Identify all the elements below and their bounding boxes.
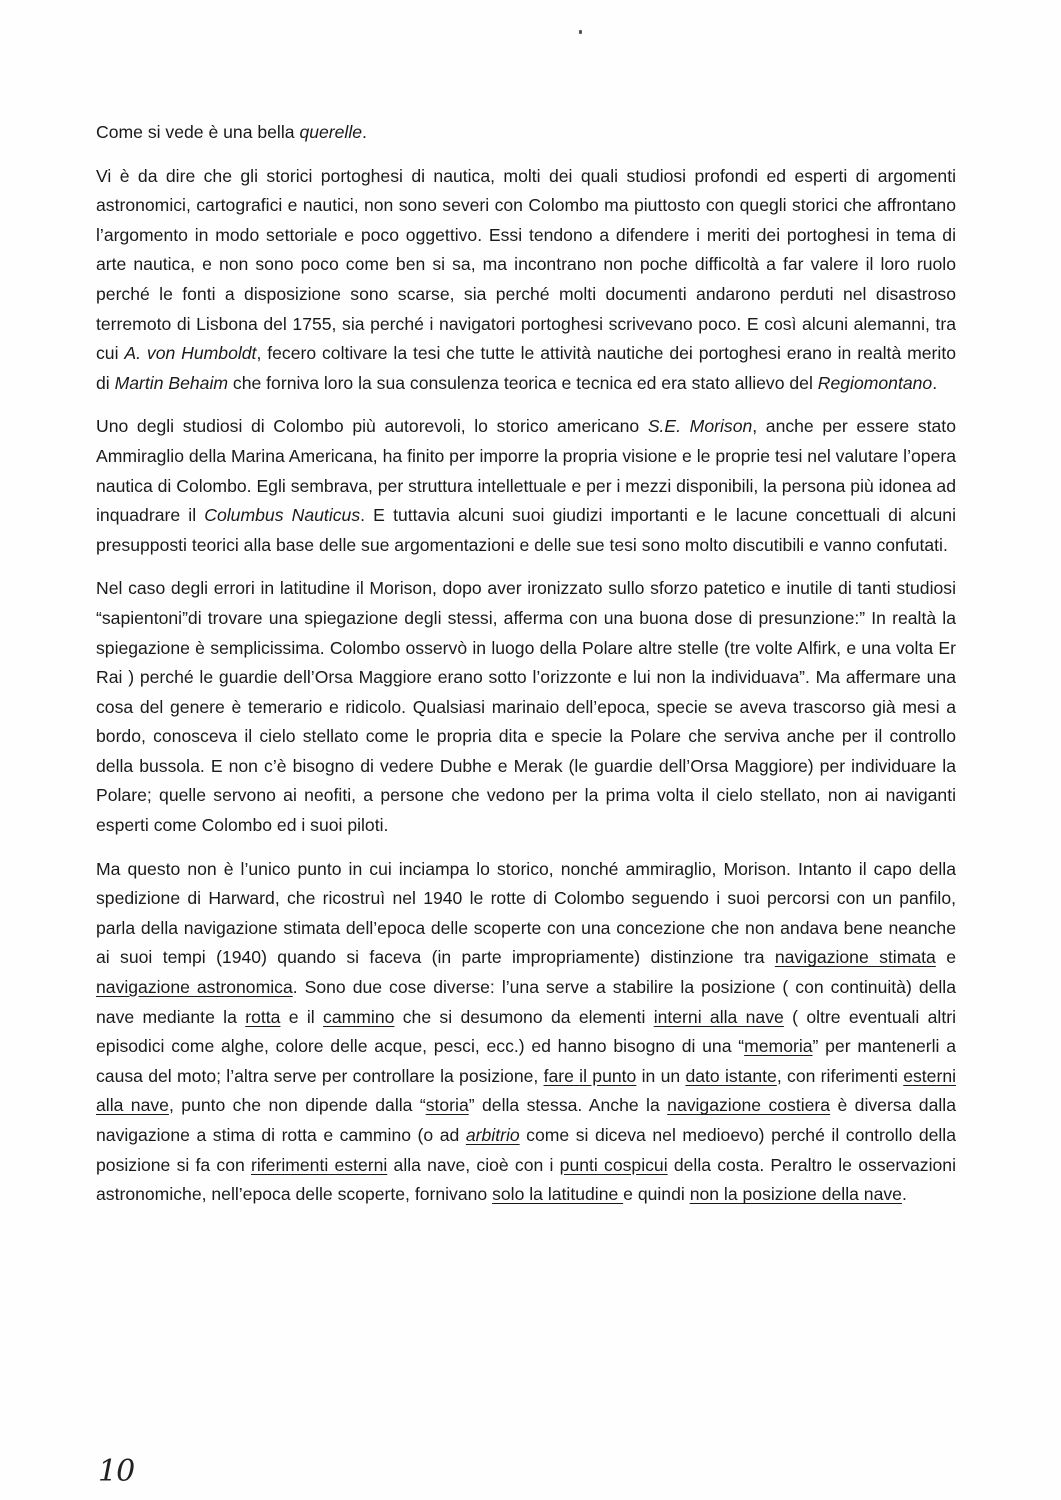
underlined-term: solo la latitudine: [492, 1184, 624, 1205]
underlined-term: arbitrio: [465, 1125, 520, 1145]
underlined-term: memoria: [744, 1036, 813, 1057]
underlined-term: fare il punto: [543, 1065, 637, 1086]
underlined-term: storia: [425, 1095, 469, 1116]
scan-speck: [579, 30, 582, 34]
underlined-term: esterni alla nave: [96, 1065, 957, 1116]
page-number: 10: [98, 1454, 135, 1489]
emphasis: querelle: [299, 122, 363, 142]
underlined-term: riferimenti esterni: [251, 1154, 388, 1175]
paragraph-4: Nel caso degli errori in latitudine il Morison, dopo aver ironizzato sullo sforzo patetico e inutile di tanti studiosi “sapientoni”di trovare una spiegazione degli stessi, afferma con una buona dose di presunzione:” In realtà la spiegazione è semplicissima. Colombo osservò in luogo della Polare altre stelle (tre volte Alfirk, e una volta Er Rai ) perché le guardie dell’Orsa Maggiore erano sotto l’orizzonte e lui non la individuava”. Ma affermare una cosa del genere è temerario e ridicolo. Qualsiasi marinaio dell’epoca, specie se aveva trascorso già mesi a bordo, conosceva il cielo stellato come le propria dita e specie la Polare che serviva anche per il controllo della bussola. E non c’è bisogno di vedere Dubhe e Merak (le guardie dell’Orsa Maggiore) per individuare la Polare; quelle servono ai neofiti, a persone che vedono per la prima volta il cielo stellato, non ai naviganti esperti come Colombo ed i suoi piloti.: [96, 578, 956, 836]
paragraph-3: Uno degli studiosi di Colombo più autorevoli, lo storico americano S.E. Morison, anche per essere stato Ammiraglio della Marina Americana, ha finito per imporre la propria visione e le proprie tesi nel valutare l’opera nautica di Colombo. Egli sembrava, per struttura intellettuale e per i mezzi disponibili, la persona più idonea ad inquadrare il Columbus Nauticus. E tuttavia alcuni suoi giudizi importanti e le lacune concettuali di alcuni presupposti teorici alla base delle sue argomentazioni e delle sue tesi sono molto discutibili e vanno confutati.: [96, 416, 956, 555]
emphasis: Regiomontano: [817, 372, 933, 393]
underlined-term: navigazione astronomica: [96, 977, 293, 998]
underlined-term: non la posizione della nave: [689, 1184, 902, 1205]
body-text: [96, 118, 956, 1224]
paragraph-2: Vi è da dire che gli storici portoghesi di nautica, molti dei quali studiosi profondi ed esperti di argomenti astronomici, cartografici e nautici, non sono severi con Colombo ma piuttosto con quegli storici che affrontano l’argomento in modo settoriale e poco oggettivo. Essi tendono a difendere i meriti dei portoghesi in tema di arte nautica, e non sono poco come ben si sa, ma incontrano non poche difficoltà a far valere il loro ruolo perché le fonti a disposizione sono scarse, sia perché molti documenti andarono perduti nel disastroso terremoto di Lisbona del 1755, sia perché i navigatori portoghesi scrivevano poco. E così alcuni alemanni, tra cui A. von Humboldt, fecero coltivare la tesi che tutte le attività nautiche dei portoghesi erano in realtà merito di Martin Behaim che forniva loro la sua consulenza teorica e tecnica ed era stato allievo del Regiomontano.: [96, 165, 956, 393]
underlined-term: rotta: [245, 1006, 281, 1027]
underlined-term: navigazione stimata: [774, 947, 936, 968]
underlined-term: cammino: [323, 1006, 395, 1027]
emphasis: Martin Behaim: [114, 372, 229, 393]
emphasis: Columbus Nauticus: [204, 505, 361, 526]
emphasis: A. von Humboldt: [124, 343, 257, 364]
underlined-term: punti cospicui: [559, 1154, 668, 1175]
underlined-term: dato istante: [685, 1065, 777, 1086]
underlined-term: navigazione costiera: [667, 1095, 831, 1116]
paragraph-5: Ma questo non è l’unico punto in cui inciampa lo storico, nonché ammiraglio, Morison. Intanto il capo della spedizione di Harward, che ricostruì nel 1940 le rotte di Colombo seguendo i suoi percorsi con un panfilo, parla della navigazione stimata dell’epoca delle scoperte con una concezione che non andava bene neanche ai suoi tempi (1940) quando si faceva (in parte impropriamente) distinzione tra navigazione stimata e navigazione astronomica. Sono due cose diverse: l’una serve a stabilire la posizione ( con continuità) della nave mediante la rotta e il cammino che si desumono da elementi interni alla nave ( oltre eventuali altri episodici come alghe, colore delle acque, pesci, ecc.) ed hanno bisogno di una “memoria” per mantenerli a causa del moto; l’altra serve per controllare la posizione, fare il punto in un dato istante, con riferimenti esterni alla nave, punto che non dipende dalla “storia” della stessa. Anche la navigazione costiera è diversa dalla navigazione a stima di rotta e cammino (o ad arbitrio come si diceva nel medioevo) perché il controllo della posizione si fa con riferimenti esterni alla nave, cioè con i punti cospicui della costa. Peraltro le osservazioni astronomiche, nell’epoca delle scoperte, fornivano solo la latitudine e quindi non la posizione della nave.: [96, 858, 957, 1205]
emphasis: S.E. Morison: [647, 416, 753, 437]
underlined-term: interni alla nave: [653, 1006, 784, 1027]
paragraph-1: Come si vede è una bella querelle.: [96, 122, 367, 142]
